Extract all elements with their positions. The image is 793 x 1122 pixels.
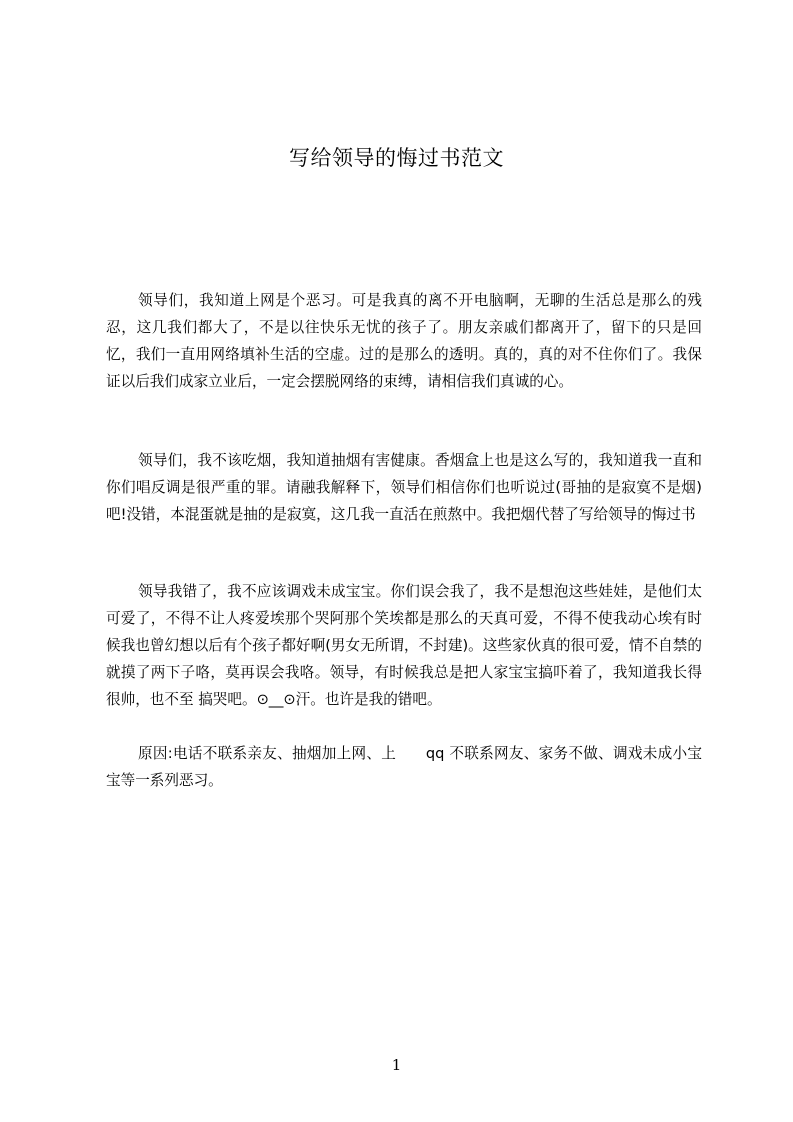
paragraph-internet: 领导们，我知道上网是个恶习。可是我真的离不开电脑啊，无聊的生活总是那么的残忍，这几我们都大了，不是以往快乐无忧的孩子了。朋友亲戚们都离开了，留下的只是回忆，我们一直用网络填补生活的空虚。过的是那么的透明。真的，真的对不住你们了。我保证以后我们成家立业后，一定会摆脱网络的束缚，请相信我们真诚的心。 <box>106 292 702 390</box>
paragraph-reasons: 原因:电话不联系亲友、抽烟加上网、上 qq 不联系网友、家务不做、调戏未成小宝宝等一系列恶习。 <box>106 745 702 789</box>
document-title: 写给领导的悔过书范文 <box>289 146 504 170</box>
paragraph-babies: 领导我错了，我不应该调戏未成宝宝。你们误会我了，我不是想泡这些娃娃，是他们太可爱了，不得不让人疼爱埃那个哭阿那个笑埃都是那么的天真可爱，不得不使我动心埃有时候我也曾幻想以后有个孩子都好啊(男女无所谓，不封建)。这些家伙真的很可爱，情不自禁的就摸了两下子咯，莫再误会我咯。领导，有时候我总是把人家宝宝搞吓着了，我知道我长得很帅，也不至 搞哭吧。⊙__⊙汗。也许是我的错吧。 <box>106 583 702 708</box>
page-number: 1 <box>391 1056 402 1074</box>
paragraph-smoking: 领导们，我不该吃烟，我知道抽烟有害健康。香烟盒上也是这么写的，我知道我一直和你们唱反调是很严重的罪。请融我解释下，领导们相信你们也听说过(哥抽的是寂寞不是烟)吧!没错，本混蛋就是抽的是寂寞，这几我一直活在煎熬中。我把烟代替了写给领导的悔过书 <box>106 452 702 523</box>
